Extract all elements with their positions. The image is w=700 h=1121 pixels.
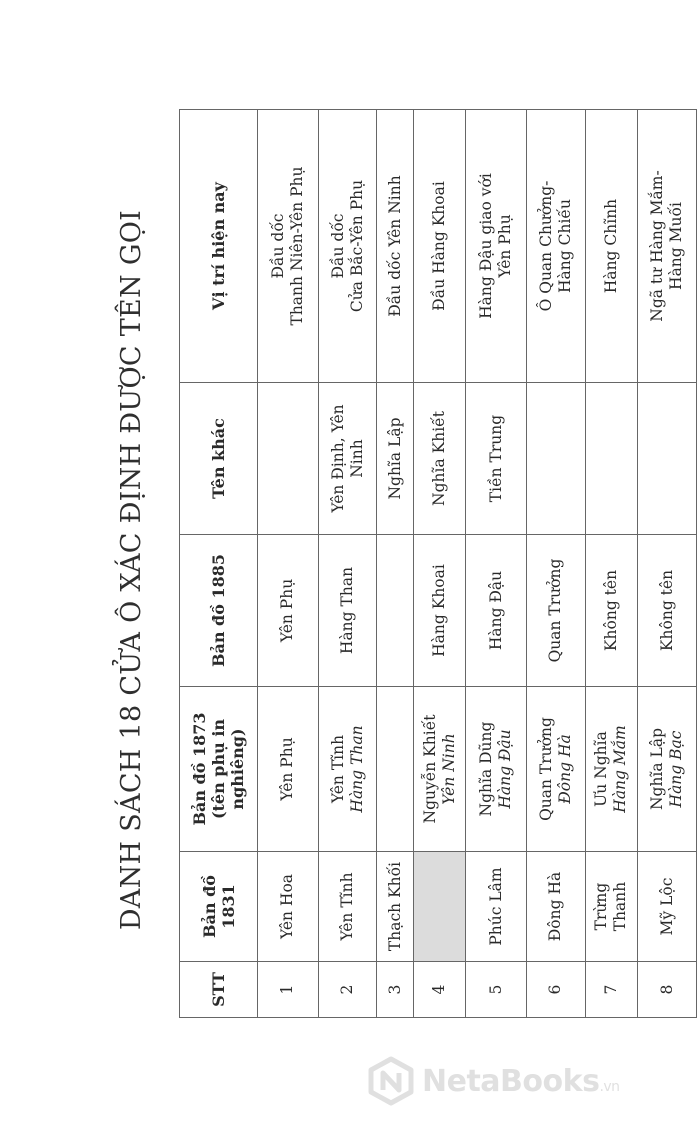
cell-map-1885 (318, 535, 377, 687)
cell-other-names (638, 383, 697, 535)
header-stt: STT (180, 962, 258, 1018)
cell-stt (377, 962, 413, 1018)
cell-current-location (585, 110, 638, 383)
cell-map-1885 (258, 535, 319, 687)
map-1831-value: Yên Tĩnh (338, 872, 357, 941)
cell-map-1885 (466, 535, 527, 687)
cell-map-1885 (413, 535, 466, 687)
cell-map-1873 (527, 687, 586, 852)
location-line-1: Đầu dốc (328, 213, 347, 279)
table-row (377, 110, 413, 1018)
cell-stt (318, 962, 377, 1018)
cell-map-1831 (318, 852, 377, 962)
table-row (527, 110, 586, 1018)
map-1873-name: Nghĩa Lập (648, 727, 667, 811)
location-line-1: Hàng Chĩnh (601, 198, 620, 294)
header-current-location: Vị trí hiện nay (180, 110, 258, 383)
cell-current-location (638, 110, 697, 383)
map-1873-name: Yên Tĩnh (328, 734, 347, 804)
document-title: DANH SÁCH 18 CỬA Ô XÁC ĐỊNH ĐƯỢC TÊN GỌI (116, 209, 147, 931)
cell-current-location (527, 110, 586, 383)
stt-value: 3 (385, 984, 404, 995)
location-line-2: Hàng Chiếu (555, 199, 574, 293)
header-other-names: Tên khác (180, 383, 258, 535)
watermark-brand: NetaBooks (422, 1064, 600, 1099)
cell-map-1873 (413, 687, 466, 852)
watermark-text (422, 1064, 620, 1105)
location-line-2: Yên Phụ (496, 214, 515, 278)
table-row (638, 110, 697, 1018)
cell-other-names (377, 383, 413, 535)
map-1873-subname: Yên Ninh (439, 733, 458, 805)
table-body (258, 110, 697, 1018)
map-1873-subname: Hàng Đậu (496, 729, 515, 809)
cell-map-1885 (585, 535, 638, 687)
map-1873-name: Nghĩa Dũng (477, 721, 496, 817)
stt-value: 6 (546, 984, 565, 995)
location-line-1: Đầu dốc Yên Ninh (385, 175, 404, 317)
cell-map-1831 (527, 852, 586, 962)
map-1873-subname: Hàng Than (347, 725, 366, 813)
cell-map-1885 (527, 535, 586, 687)
cell-map-1831 (638, 852, 697, 962)
netabooks-logo-icon (366, 1056, 416, 1106)
map-1831-value: Trừng Thanh (592, 881, 630, 932)
cell-map-1885 (377, 535, 413, 687)
location-line-2: Thanh Niên-Yên Phụ (287, 166, 306, 326)
cell-map-1831 (413, 852, 466, 962)
map-1885-value: Hàng Đậu (486, 570, 505, 651)
table-row (318, 110, 377, 1018)
map-1831-value: Phúc Lâm (486, 867, 505, 946)
map-1885-value: Không tên (601, 569, 620, 652)
rotated-document (100, 110, 700, 1030)
map-1873-name: Quan Trưởng (536, 717, 555, 821)
stt-value: 4 (430, 984, 449, 995)
cell-current-location (413, 110, 466, 383)
cell-stt (466, 962, 527, 1018)
map-1885-value: Hàng Than (338, 566, 357, 655)
gates-table-container (179, 110, 697, 1018)
header-map-1885: Bản đồ 1885 (180, 535, 258, 687)
header-map-1873-label: Bản đồ 1873 (190, 712, 209, 826)
cell-stt (258, 962, 319, 1018)
cell-map-1873 (466, 687, 527, 852)
gates-table (179, 109, 697, 1018)
cell-map-1831 (585, 852, 638, 962)
location-line-1: Đầu Hàng Khoai (430, 181, 449, 311)
stt-value: 8 (657, 984, 676, 995)
location-line-2: Hàng Muối (667, 202, 686, 290)
map-1873-name: Yên Phụ (278, 737, 297, 801)
cell-other-names (466, 383, 527, 535)
cell-map-1831 (258, 852, 319, 962)
header-map-1831: Bản đồ 1831 (180, 852, 258, 962)
cell-other-names (585, 383, 638, 535)
watermark-suffix: .vn (599, 1079, 620, 1095)
cell-map-1873 (377, 687, 413, 852)
location-line-1: Đầu dốc (268, 213, 287, 279)
cell-stt (585, 962, 638, 1018)
cell-map-1873 (258, 687, 319, 852)
cell-current-location (466, 110, 527, 383)
cell-stt (638, 962, 697, 1018)
map-1873-subname: Hàng Mắm (611, 725, 630, 813)
location-line-1: Ô Quan Chưởng- (536, 180, 555, 312)
other-names-value: Tiền Trung (486, 414, 505, 503)
map-1831-value: Đông Hà (546, 871, 565, 942)
cell-map-1885 (638, 535, 697, 687)
cell-map-1873 (585, 687, 638, 852)
cell-map-1831 (466, 852, 527, 962)
header-map-1873-note: (tên phụ in nghiêng) (209, 718, 247, 820)
table-row (466, 110, 527, 1018)
stt-value: 7 (601, 984, 620, 995)
map-1885-value: Không tên (657, 569, 676, 652)
location-line-1: Ngã tư Hàng Mắm- (648, 170, 667, 322)
table-row (258, 110, 319, 1018)
cell-map-1831 (377, 852, 413, 962)
map-1873-name: Ưu Nghĩa (592, 731, 611, 807)
stt-value: 1 (278, 984, 297, 995)
cell-current-location (258, 110, 319, 383)
map-1873-subname: Hàng Bạc (667, 730, 686, 808)
other-names-value: Yên Định, Yên Ninh (328, 404, 366, 513)
location-line-1: Hàng Đậu giao với (477, 173, 496, 319)
cell-other-names (413, 383, 466, 535)
cell-current-location (318, 110, 377, 383)
cell-map-1873 (638, 687, 697, 852)
cell-stt (527, 962, 586, 1018)
map-1831-value: Yên Hoa (278, 873, 297, 940)
location-line-2: Cửa Bắc-Yên Phụ (347, 179, 366, 313)
cell-other-names (527, 383, 586, 535)
watermark (366, 1056, 696, 1106)
map-1873-subname: Đông Hà (555, 734, 574, 804)
map-1885-value: Yên Phụ (278, 578, 297, 643)
map-1873-name: Nguyễn Khiết (420, 714, 439, 824)
cell-other-names (258, 383, 319, 535)
cell-other-names (318, 383, 377, 535)
map-1831-value: Thạch Khối (385, 861, 404, 952)
other-names-value: Nghĩa Khiết (430, 411, 449, 506)
cell-stt (413, 962, 466, 1018)
cell-map-1873 (318, 687, 377, 852)
table-row (413, 110, 466, 1018)
map-1885-value: Quan Trưởng (546, 558, 565, 663)
map-1885-value: Hàng Khoai (430, 564, 449, 657)
stt-value: 2 (338, 984, 357, 995)
header-map-1873 (180, 687, 258, 852)
other-names-value: Nghĩa Lập (385, 417, 404, 500)
table-header-row (180, 110, 258, 1018)
stt-value: 5 (486, 984, 505, 995)
table-row (585, 110, 638, 1018)
map-1831-value: Mỹ Lộc (657, 877, 676, 936)
cell-current-location (377, 110, 413, 383)
